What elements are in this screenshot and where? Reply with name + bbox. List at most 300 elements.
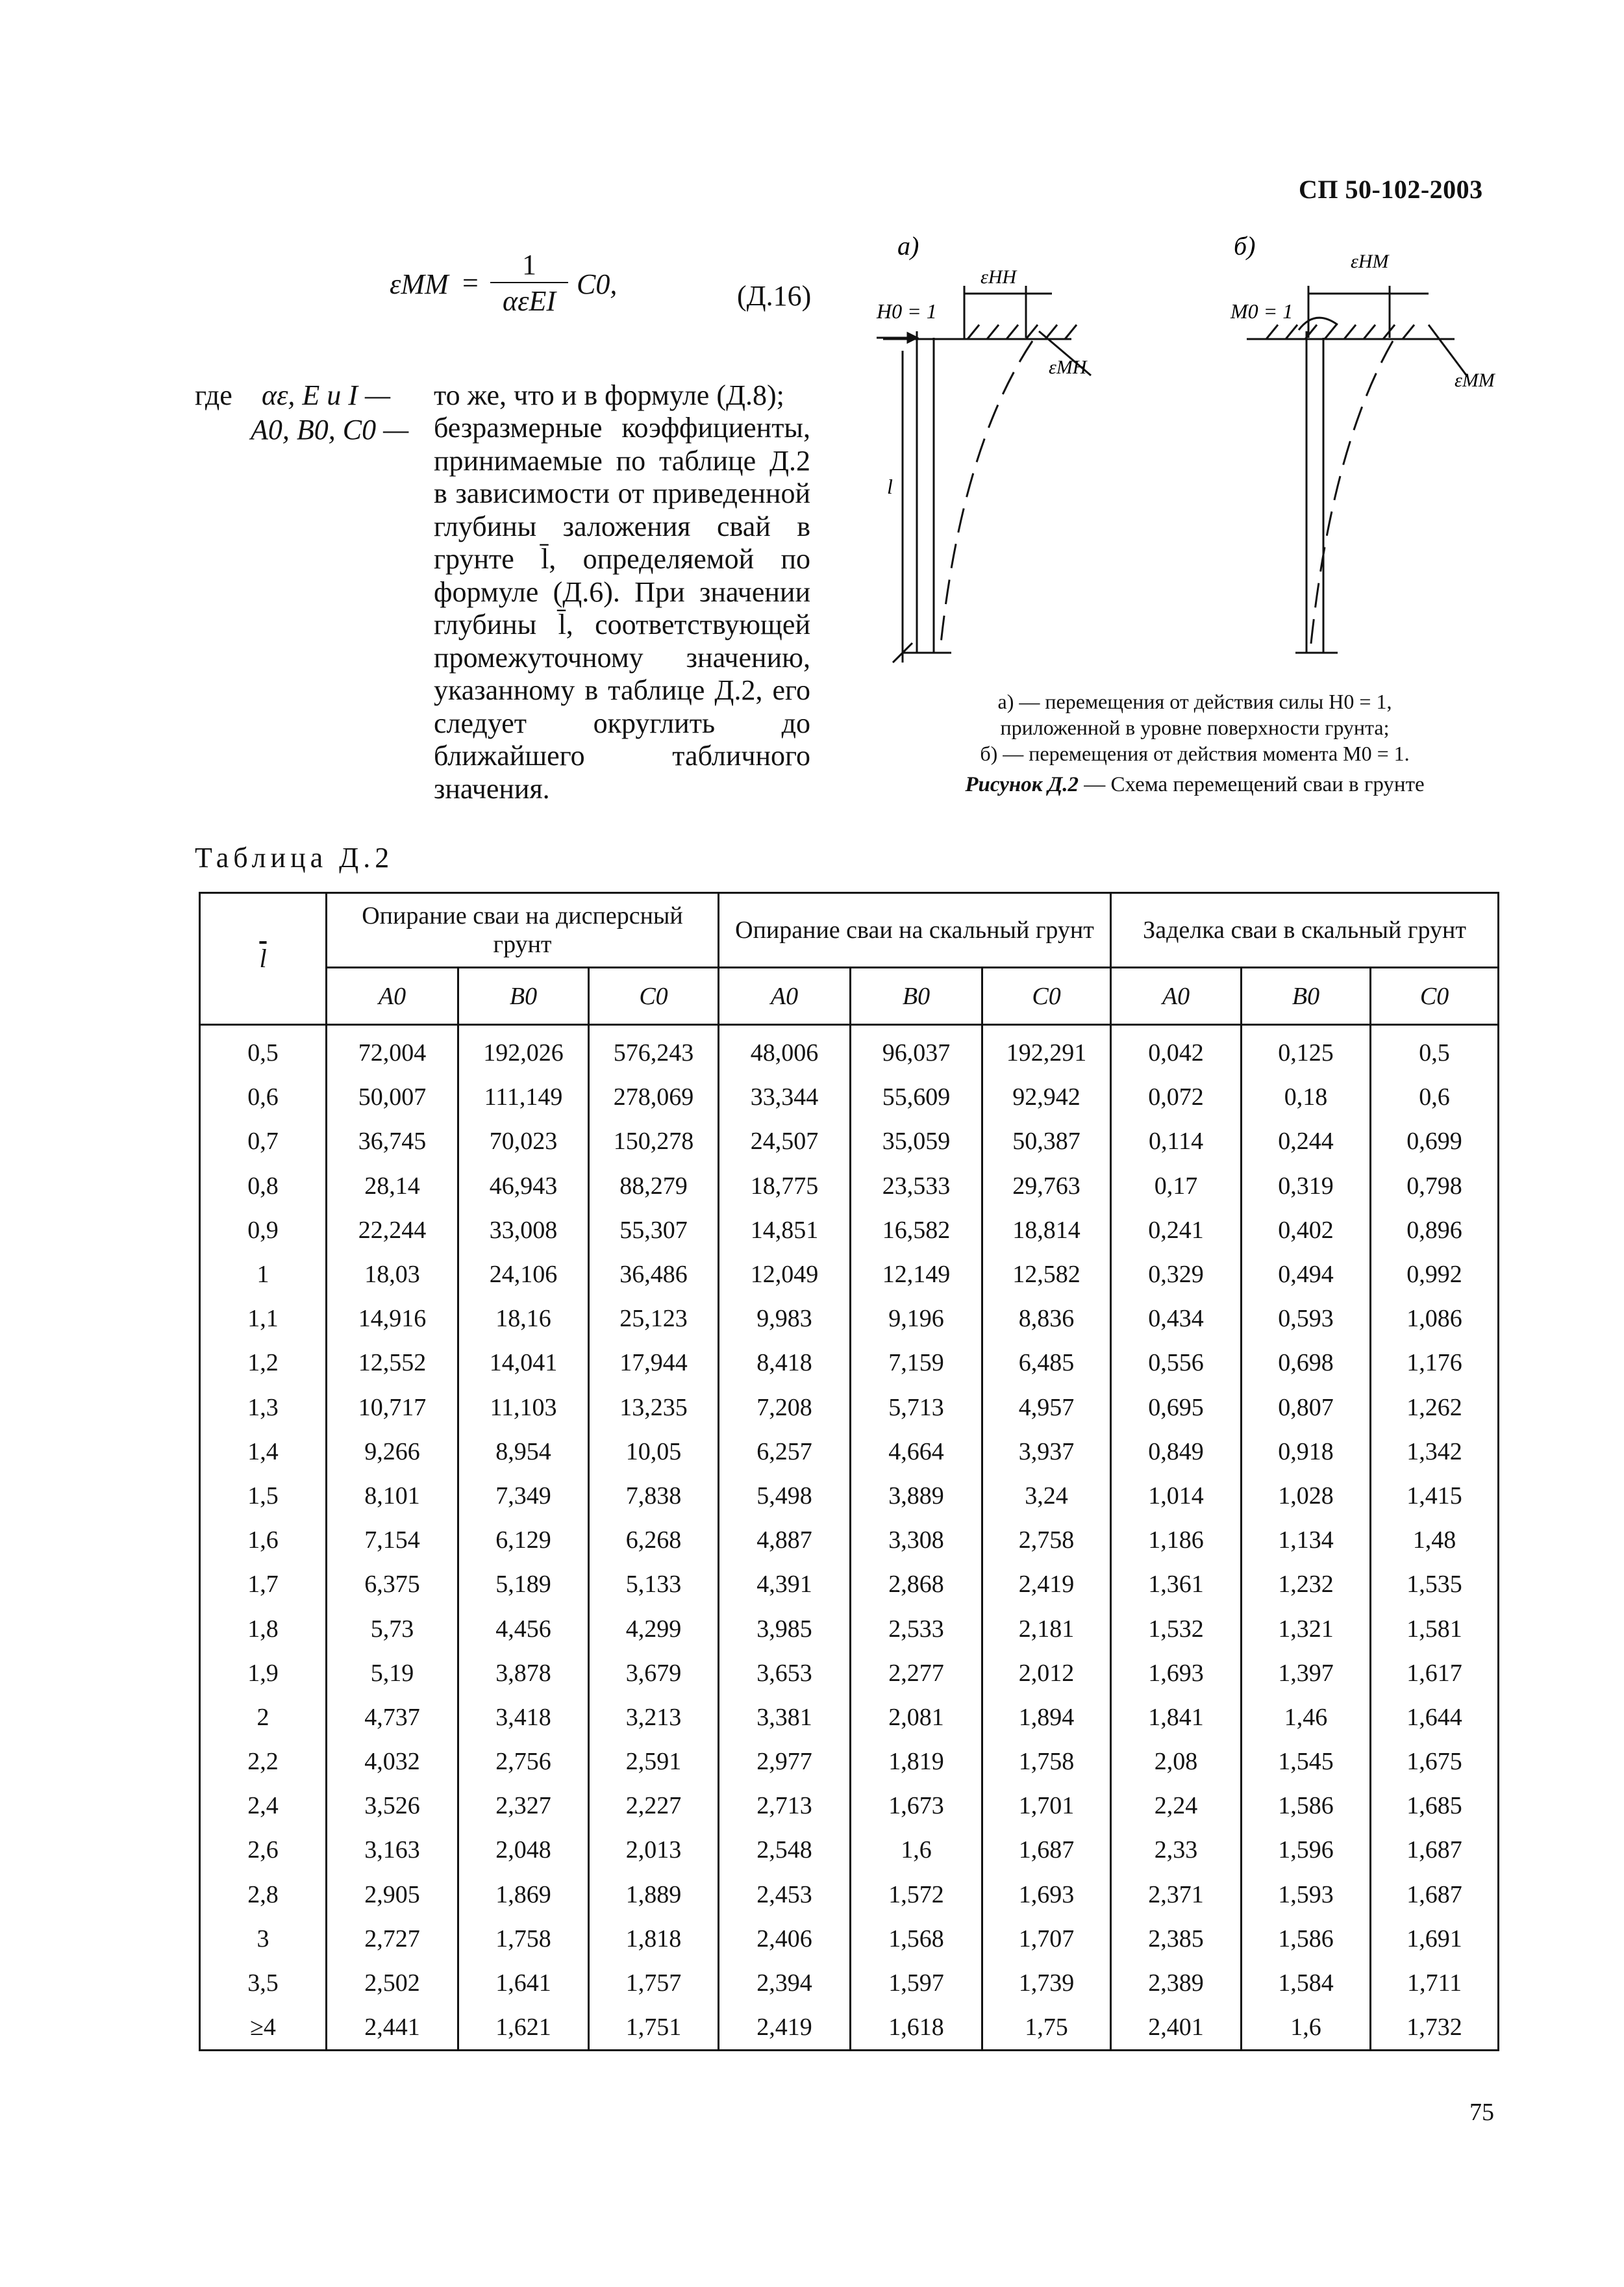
value-cell: 23,533	[851, 1164, 982, 1208]
value-cell: 5,498	[719, 1474, 851, 1518]
value-cell: 5,73	[327, 1606, 458, 1650]
depth-cell: 3	[200, 1917, 327, 1961]
value-cell: 50,007	[327, 1075, 458, 1119]
depth-cell: 1,2	[200, 1341, 327, 1385]
value-cell: 576,243	[589, 1025, 719, 1076]
formula-fraction	[490, 248, 568, 320]
value-cell: 12,582	[982, 1252, 1111, 1296]
value-cell: 1,818	[589, 1917, 719, 1961]
value-cell: 1,618	[851, 2005, 982, 2051]
value-cell: 1,691	[1371, 1917, 1499, 1961]
value-cell: 10,05	[589, 1430, 719, 1474]
value-cell: 1,701	[982, 1784, 1111, 1828]
value-cell: 22,244	[327, 1208, 458, 1252]
figure-title	[929, 773, 1461, 797]
value-cell: 1,593	[1242, 1873, 1371, 1917]
value-cell: 0,593	[1242, 1296, 1371, 1341]
value-cell: 7,154	[327, 1518, 458, 1562]
value-cell: 0,042	[1111, 1025, 1242, 1076]
depth-cell: 1,7	[200, 1562, 327, 1606]
value-cell: 1,758	[458, 1917, 589, 1961]
value-cell: 0,5	[1371, 1025, 1499, 1076]
subheader-cell: A0	[1111, 968, 1242, 1025]
value-cell: 0,072	[1111, 1075, 1242, 1119]
group-header-dispersed: Опирание сваи на дисперсный грунт	[327, 893, 719, 968]
value-cell: 1,584	[1242, 1961, 1371, 2005]
formula-label: (Д.16)	[737, 280, 812, 312]
length-label: l	[887, 475, 893, 498]
value-cell: 2,277	[851, 1651, 982, 1695]
value-cell: 10,717	[327, 1385, 458, 1430]
value-cell: 2,713	[719, 1784, 851, 1828]
value-cell: 25,123	[589, 1296, 719, 1341]
value-cell: 1,586	[1242, 1784, 1371, 1828]
value-cell: 3,679	[589, 1651, 719, 1695]
table-row	[200, 1961, 1499, 2005]
value-cell: 192,026	[458, 1025, 589, 1076]
formula-lhs: εMM	[390, 268, 449, 300]
m0-label: M0 = 1	[1230, 299, 1293, 323]
value-cell: 2,533	[851, 1606, 982, 1650]
value-cell: 1,687	[982, 1828, 1111, 1872]
value-cell: 46,943	[458, 1164, 589, 1208]
table-d2	[199, 892, 1499, 2051]
depth-cell: ≥4	[200, 2005, 327, 2051]
value-cell: 6,257	[719, 1430, 851, 1474]
value-cell: 1,894	[982, 1695, 1111, 1739]
depth-cell: 1,5	[200, 1474, 327, 1518]
value-cell: 0,699	[1371, 1119, 1499, 1163]
value-cell: 2,548	[719, 1828, 851, 1872]
value-cell: 2,081	[851, 1695, 982, 1739]
table-row	[200, 1474, 1499, 1518]
value-cell: 0,896	[1371, 1208, 1499, 1252]
value-cell: 1,014	[1111, 1474, 1242, 1518]
pile-displacement-figure	[877, 231, 1519, 701]
value-cell: 3,381	[719, 1695, 851, 1739]
value-cell: 0,556	[1111, 1341, 1242, 1385]
subheader-cell: B0	[851, 968, 982, 1025]
depth-cell: 3,5	[200, 1961, 327, 2005]
table-row	[200, 1828, 1499, 1872]
value-cell: 4,887	[719, 1518, 851, 1562]
def1-text: то же, что и в формуле (Д.8);	[434, 379, 784, 411]
value-cell: 2,181	[982, 1606, 1111, 1650]
value-cell: 4,032	[327, 1739, 458, 1784]
formula-factor: C0,	[577, 268, 618, 300]
value-cell: 18,16	[458, 1296, 589, 1341]
ground-hatch-b	[1266, 325, 1414, 339]
value-cell: 8,954	[458, 1430, 589, 1474]
value-cell: 5,19	[327, 1651, 458, 1695]
value-cell: 14,916	[327, 1296, 458, 1341]
def1-symbols: αε, E и I —	[262, 379, 391, 411]
eps-hh-label: εHH	[981, 266, 1017, 288]
depth-cell: 1,6	[200, 1518, 327, 1562]
value-cell: 1,586	[1242, 1917, 1371, 1961]
value-cell: 12,049	[719, 1252, 851, 1296]
value-cell: 2,977	[719, 1739, 851, 1784]
value-cell: 36,745	[327, 1119, 458, 1163]
value-cell: 0,849	[1111, 1430, 1242, 1474]
value-cell: 1,75	[982, 2005, 1111, 2051]
figure-title-text: — Схема перемещений сваи в грунте	[1078, 773, 1425, 796]
value-cell: 1,535	[1371, 1562, 1499, 1606]
value-cell: 2,385	[1111, 1917, 1242, 1961]
value-cell: 7,349	[458, 1474, 589, 1518]
value-cell: 1,693	[1111, 1651, 1242, 1695]
value-cell: 1,819	[851, 1739, 982, 1784]
value-cell: 6,129	[458, 1518, 589, 1562]
def2-symbols: A0, B0, C0 —	[251, 414, 409, 446]
value-cell: 9,983	[719, 1296, 851, 1341]
value-cell: 4,456	[458, 1606, 589, 1650]
depth-cell: 0,7	[200, 1119, 327, 1163]
value-cell: 33,344	[719, 1075, 851, 1119]
value-cell: 7,838	[589, 1474, 719, 1518]
value-cell: 150,278	[589, 1119, 719, 1163]
subheader-cell: C0	[1371, 968, 1499, 1025]
depth-cell: 2	[200, 1695, 327, 1739]
depth-cell: 2,6	[200, 1828, 327, 1872]
value-cell: 1,028	[1242, 1474, 1371, 1518]
value-cell: 1,841	[1111, 1695, 1242, 1739]
table-row	[200, 2005, 1499, 2051]
value-cell: 1,693	[982, 1873, 1111, 1917]
caption-b: б) — перемещения от действия момента M0 = 1.	[980, 742, 1410, 765]
eps-mh-label: εMH	[1049, 357, 1087, 378]
value-cell: 2,905	[327, 1873, 458, 1917]
depth-cell: 1	[200, 1252, 327, 1296]
value-cell: 88,279	[589, 1164, 719, 1208]
value-cell: 16,582	[851, 1208, 982, 1252]
value-cell: 7,208	[719, 1385, 851, 1430]
value-cell: 2,419	[982, 1562, 1111, 1606]
formula-numerator: 1	[490, 248, 568, 283]
value-cell: 3,308	[851, 1518, 982, 1562]
table-row	[200, 1784, 1499, 1828]
figure-title-label: Рисунок Д.2	[965, 773, 1079, 796]
value-cell: 1,889	[589, 1873, 719, 1917]
value-cell: 1,641	[458, 1961, 589, 2005]
value-cell: 0,992	[1371, 1252, 1499, 1296]
value-cell: 13,235	[589, 1385, 719, 1430]
value-cell: 96,037	[851, 1025, 982, 1076]
value-cell: 70,023	[458, 1119, 589, 1163]
value-cell: 111,149	[458, 1075, 589, 1119]
value-cell: 18,03	[327, 1252, 458, 1296]
value-cell: 28,14	[327, 1164, 458, 1208]
value-cell: 1,321	[1242, 1606, 1371, 1650]
value-cell: 2,394	[719, 1961, 851, 2005]
subheader-cell: B0	[458, 968, 589, 1025]
value-cell: 3,653	[719, 1651, 851, 1695]
value-cell: 2,727	[327, 1917, 458, 1961]
value-cell: 0,319	[1242, 1164, 1371, 1208]
table-row	[200, 1252, 1499, 1296]
value-cell: 3,213	[589, 1695, 719, 1739]
moment-arc-b	[1299, 318, 1338, 330]
value-cell: 1,758	[982, 1739, 1111, 1784]
value-cell: 8,418	[719, 1341, 851, 1385]
value-cell: 1,6	[851, 1828, 982, 1872]
value-cell: 1,597	[851, 1961, 982, 2005]
subheader-cell: C0	[589, 968, 719, 1025]
value-cell: 2,591	[589, 1739, 719, 1784]
value-cell: 1,687	[1371, 1873, 1499, 1917]
value-cell: 0,798	[1371, 1164, 1499, 1208]
group-header-rock-bearing: Опирание сваи на скальный грунт	[719, 893, 1111, 968]
subheader-cell: A0	[719, 968, 851, 1025]
value-cell: 4,299	[589, 1606, 719, 1650]
value-cell: 1,596	[1242, 1828, 1371, 1872]
value-cell: 0,6	[1371, 1075, 1499, 1119]
depth-cell: 1,4	[200, 1430, 327, 1474]
value-cell: 55,609	[851, 1075, 982, 1119]
value-cell: 1,644	[1371, 1695, 1499, 1739]
ground-hatch-a	[968, 325, 1077, 339]
value-cell: 2,758	[982, 1518, 1111, 1562]
value-cell: 3,163	[327, 1828, 458, 1872]
value-cell: 2,08	[1111, 1739, 1242, 1784]
depth-cell: 0,5	[200, 1025, 327, 1076]
value-cell: 2,33	[1111, 1828, 1242, 1872]
value-cell: 2,012	[982, 1651, 1111, 1695]
value-cell: 2,756	[458, 1739, 589, 1784]
value-cell: 5,133	[589, 1562, 719, 1606]
value-cell: 5,713	[851, 1385, 982, 1430]
value-cell: 0,695	[1111, 1385, 1242, 1430]
value-cell: 0,18	[1242, 1075, 1371, 1119]
value-cell: 4,737	[327, 1695, 458, 1739]
value-cell: 0,402	[1242, 1208, 1371, 1252]
value-cell: 0,244	[1242, 1119, 1371, 1163]
value-cell: 2,227	[589, 1784, 719, 1828]
caption-a-line1: а) — перемещения от действия силы H0 = 1,	[997, 690, 1392, 713]
value-cell: 1,732	[1371, 2005, 1499, 2051]
value-cell: 0,807	[1242, 1385, 1371, 1430]
table-row	[200, 1518, 1499, 1562]
value-cell: 14,041	[458, 1341, 589, 1385]
value-cell: 18,814	[982, 1208, 1111, 1252]
value-cell: 14,851	[719, 1208, 851, 1252]
value-cell: 17,944	[589, 1341, 719, 1385]
table-row	[200, 1562, 1499, 1606]
value-cell: 3,937	[982, 1430, 1111, 1474]
table-row	[200, 1296, 1499, 1341]
depth-cell: 0,6	[200, 1075, 327, 1119]
value-cell: 6,375	[327, 1562, 458, 1606]
table-row	[200, 1695, 1499, 1739]
table-row	[200, 1385, 1499, 1430]
value-cell: 8,101	[327, 1474, 458, 1518]
value-cell: 0,241	[1111, 1208, 1242, 1252]
value-cell: 2,048	[458, 1828, 589, 1872]
value-cell: 2,419	[719, 2005, 851, 2051]
depth-cell: 2,8	[200, 1873, 327, 1917]
value-cell: 1,186	[1111, 1518, 1242, 1562]
depth-cell: 0,8	[200, 1164, 327, 1208]
value-cell: 4,957	[982, 1385, 1111, 1430]
value-cell: 55,307	[589, 1208, 719, 1252]
value-cell: 0,698	[1242, 1341, 1371, 1385]
table-row	[200, 1164, 1499, 1208]
value-cell: 3,418	[458, 1695, 589, 1739]
value-cell: 3,985	[719, 1606, 851, 1650]
where-word: где	[195, 379, 232, 411]
value-cell: 3,889	[851, 1474, 982, 1518]
value-cell: 2,401	[1111, 2005, 1242, 2051]
panel-a-label: а)	[897, 231, 919, 260]
value-cell: 50,387	[982, 1119, 1111, 1163]
value-cell: 1,415	[1371, 1474, 1499, 1518]
value-cell: 2,371	[1111, 1873, 1242, 1917]
value-cell: 24,106	[458, 1252, 589, 1296]
panel-b-label: б)	[1234, 231, 1256, 260]
value-cell: 3,526	[327, 1784, 458, 1828]
value-cell: 1,361	[1111, 1562, 1242, 1606]
table-row	[200, 1075, 1499, 1119]
table-row	[200, 1651, 1499, 1695]
value-cell: 0,329	[1111, 1252, 1242, 1296]
value-cell: 1,397	[1242, 1651, 1371, 1695]
value-cell: 2,868	[851, 1562, 982, 1606]
subheader-cell: B0	[1242, 968, 1371, 1025]
value-cell: 7,159	[851, 1341, 982, 1385]
value-cell: 9,196	[851, 1296, 982, 1341]
value-cell: 1,572	[851, 1873, 982, 1917]
value-cell: 0,918	[1242, 1430, 1371, 1474]
deflected-pile-a	[940, 341, 1032, 650]
value-cell: 72,004	[327, 1025, 458, 1076]
value-cell: 12,149	[851, 1252, 982, 1296]
def2-text: безразмерные коэффициенты, принимаемые по таблице Д.2 в зависимости от приведенной глубины заложения свай в грунте l̄, определяемой по формуле (Д.6). При значении глубины l̄, соответствующей промежуточному значению, указанному в таблице Д.2, его следует округлить до ближайшего табличного значения.	[434, 412, 810, 805]
page-number: 75	[1469, 2099, 1494, 2126]
value-cell: 1,869	[458, 1873, 589, 1917]
table-row	[200, 1208, 1499, 1252]
value-cell: 1,48	[1371, 1518, 1499, 1562]
value-cell: 1,711	[1371, 1961, 1499, 2005]
value-cell: 1,617	[1371, 1651, 1499, 1695]
value-cell: 1,675	[1371, 1739, 1499, 1784]
value-cell: 36,486	[589, 1252, 719, 1296]
formula-equals: =	[462, 267, 479, 299]
value-cell: 29,763	[982, 1164, 1111, 1208]
value-cell: 1,687	[1371, 1828, 1499, 1872]
table-row	[200, 1025, 1499, 1076]
table-row	[200, 1739, 1499, 1784]
eps-mm-label: εMM	[1455, 370, 1495, 391]
depth-cell: 1,3	[200, 1385, 327, 1430]
subheader-cell: A0	[327, 968, 458, 1025]
value-cell: 33,008	[458, 1208, 589, 1252]
depth-cell: 2,4	[200, 1784, 327, 1828]
value-cell: 24,507	[719, 1119, 851, 1163]
depth-cell: 1,1	[200, 1296, 327, 1341]
value-cell: 0,434	[1111, 1296, 1242, 1341]
h0-label: H0 = 1	[877, 299, 937, 323]
document-code: СП 50-102-2003	[1299, 175, 1483, 204]
value-cell: 1,739	[982, 1961, 1111, 2005]
table-title: Таблица Д.2	[195, 842, 394, 874]
value-cell: 1,262	[1371, 1385, 1499, 1430]
value-cell: 0,125	[1242, 1025, 1371, 1076]
value-cell: 1,6	[1242, 2005, 1371, 2051]
value-cell: 9,266	[327, 1430, 458, 1474]
subheader-cell: C0	[982, 968, 1111, 1025]
value-cell: 92,942	[982, 1075, 1111, 1119]
value-cell: 0,17	[1111, 1164, 1242, 1208]
value-cell: 0,114	[1111, 1119, 1242, 1163]
value-cell: 2,453	[719, 1873, 851, 1917]
value-cell: 35,059	[851, 1119, 982, 1163]
value-cell: 1,621	[458, 2005, 589, 2051]
table-row	[200, 1119, 1499, 1163]
table-row	[200, 1917, 1499, 1961]
formula-denominator: αεEI	[503, 285, 556, 317]
value-cell: 6,268	[589, 1518, 719, 1562]
value-cell: 3,878	[458, 1651, 589, 1695]
value-cell: 1,232	[1242, 1562, 1371, 1606]
value-cell: 11,103	[458, 1385, 589, 1430]
eps-hm-label: εHM	[1351, 251, 1389, 272]
value-cell: 1,134	[1242, 1518, 1371, 1562]
value-cell: 6,485	[982, 1341, 1111, 1385]
value-cell: 1,581	[1371, 1606, 1499, 1650]
depth-cell: 1,9	[200, 1651, 327, 1695]
value-cell: 1,673	[851, 1784, 982, 1828]
value-cell: 1,568	[851, 1917, 982, 1961]
value-cell: 2,327	[458, 1784, 589, 1828]
depth-cell: 1,8	[200, 1606, 327, 1650]
value-cell: 8,836	[982, 1296, 1111, 1341]
table-row	[200, 1430, 1499, 1474]
value-cell: 4,391	[719, 1562, 851, 1606]
value-cell: 1,757	[589, 1961, 719, 2005]
value-cell: 1,751	[589, 2005, 719, 2051]
group-header-rock-embedded: Заделка сваи в скальный грунт	[1111, 893, 1499, 968]
depth-cell: 0,9	[200, 1208, 327, 1252]
value-cell: 192,291	[982, 1025, 1111, 1076]
value-cell: 2,24	[1111, 1784, 1242, 1828]
table-row	[200, 1341, 1499, 1385]
col-header-l: $\overline{l}$	[200, 893, 327, 1025]
value-cell: 0,494	[1242, 1252, 1371, 1296]
caption-a-line2: приложенной в уровне поверхности грунта;	[1000, 716, 1390, 739]
value-cell: 2,389	[1111, 1961, 1242, 2005]
value-cell: 2,502	[327, 1961, 458, 2005]
value-cell: 1,685	[1371, 1784, 1499, 1828]
value-cell: 1,176	[1371, 1341, 1499, 1385]
table-row	[200, 1606, 1499, 1650]
value-cell: 12,552	[327, 1341, 458, 1385]
value-cell: 4,664	[851, 1430, 982, 1474]
value-cell: 18,775	[719, 1164, 851, 1208]
value-cell: 1,086	[1371, 1296, 1499, 1341]
value-cell: 278,069	[589, 1075, 719, 1119]
value-cell: 1,532	[1111, 1606, 1242, 1650]
value-cell: 1,46	[1242, 1695, 1371, 1739]
value-cell: 2,441	[327, 2005, 458, 2051]
value-cell: 48,006	[719, 1025, 851, 1076]
value-cell: 1,545	[1242, 1739, 1371, 1784]
value-cell: 5,189	[458, 1562, 589, 1606]
depth-cell: 2,2	[200, 1739, 327, 1784]
value-cell: 3,24	[982, 1474, 1111, 1518]
table-row	[200, 1873, 1499, 1917]
value-cell: 1,342	[1371, 1430, 1499, 1474]
value-cell: 1,707	[982, 1917, 1111, 1961]
